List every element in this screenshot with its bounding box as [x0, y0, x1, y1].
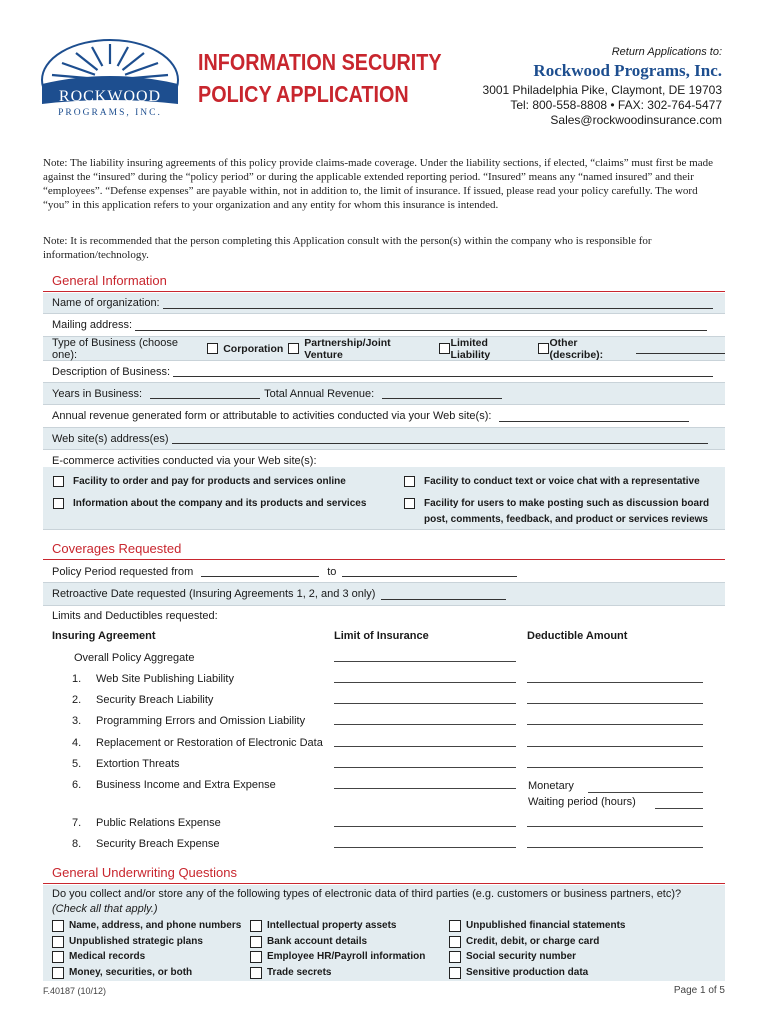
uw-checkbox[interactable] [449, 920, 461, 932]
uw-checkbox[interactable] [52, 936, 64, 948]
item-label: Replacement or Restoration of Electronic Data [96, 737, 323, 749]
description-label: Description of Business: [52, 365, 170, 378]
limit-field[interactable] [334, 746, 516, 747]
web-address-row [43, 428, 725, 450]
company-phone: Tel: 800-558-8808 • FAX: 302-764-5477 [510, 98, 722, 112]
uw-label: Sensitive production data [466, 967, 589, 978]
business-type-label: Type of Business (choose one): [52, 336, 178, 361]
limits-label-row [43, 606, 725, 626]
business-type-row [43, 337, 725, 361]
description-field[interactable] [173, 366, 713, 377]
limit-row-5 [43, 755, 725, 776]
uw-label: Credit, debit, or charge card [466, 936, 600, 947]
item-number: 4. [72, 737, 82, 749]
section-heading: Coverages Requested [52, 541, 182, 556]
rockwood-logo [40, 38, 180, 120]
company-email[interactable]: Sales@rockwoodinsurance.com [550, 113, 722, 127]
limit-field[interactable] [334, 847, 516, 848]
limit-row-7 [43, 814, 725, 835]
policy-period-row [43, 561, 725, 583]
item-number: 1. [72, 673, 82, 685]
uw-option [250, 949, 425, 964]
ec-posting-line-1: Facility for users to make posting such as discussion board [424, 498, 710, 509]
org-name-field[interactable] [163, 298, 713, 309]
limited-liability-label: Limited Liability [450, 336, 491, 361]
uw-option [449, 965, 588, 980]
org-name-row [43, 293, 725, 314]
limit-row-8 [43, 835, 725, 856]
logo-subtitle: PROGRAMS, INC. [58, 108, 162, 118]
partnership-checkbox[interactable] [288, 343, 299, 354]
deductible-field[interactable] [527, 847, 703, 848]
ec-posting-option [404, 496, 709, 528]
underwriting-question: Do you collect and/or store any of the following types of electronic data of third parties (e.g. customers or business partners, etc)? [52, 888, 682, 900]
company-address: 3001 Philadelphia Pike, Claymont, DE 19703 [482, 83, 722, 97]
ec-posting-line-2: post, comments, feedback, and product or services reviews [424, 514, 708, 525]
claims-made-note: Note: The liability insuring agreements of this policy provide claims-made coverage. Under the liability sections, if elected, “claims” must first be made against the “insured” during the “policy period” or during the applicable extended reporting period. “Insured” means any “named insured” and their “employees”. “Defense expenses” are payable within, not in addition to, the limit of insurance. If issued, please read your policy carefully. The word “you” in this application refers to your organization and any entity for whom this insurance is intended. [43, 157, 713, 211]
web-revenue-row [43, 405, 725, 428]
company-name: Rockwood Programs, Inc. [533, 61, 722, 80]
uw-label: Unpublished financial statements [466, 920, 626, 931]
years-field[interactable] [150, 388, 260, 399]
aggregate-label: Overall Policy Aggregate [74, 652, 195, 664]
web-revenue-label: Annual revenue generated form or attributable to activities conducted via your Web site(s): [52, 410, 492, 422]
item-number: 7. [72, 817, 82, 829]
title-line-2: POLICY APPLICATION [198, 81, 409, 107]
other-describe-field[interactable] [636, 343, 725, 354]
retro-date-row [43, 583, 725, 606]
section-heading: General Underwriting Questions [52, 865, 237, 880]
ec-company-info-label: Information about the company and its products and services [73, 498, 367, 509]
uw-checkbox[interactable] [250, 920, 262, 932]
deductible-field[interactable] [527, 767, 703, 768]
other-checkbox[interactable] [538, 343, 549, 354]
ec-order-pay-label: Facility to order and pay for products and services online [73, 476, 346, 487]
uw-option [52, 965, 192, 980]
corporation-checkbox[interactable] [207, 343, 218, 354]
limit-row-3 [43, 712, 725, 733]
item-label: Public Relations Expense [96, 817, 221, 829]
waiting-period-label: Waiting period (hours) [528, 796, 636, 808]
item-label: Programming Errors and Omission Liability [96, 715, 306, 727]
aggregate-limit-field[interactable] [334, 661, 516, 662]
deductible-field[interactable] [527, 682, 703, 683]
logo-wordmark: ROCKWOOD [58, 88, 162, 105]
period-to-label: to [327, 565, 337, 578]
uw-label: Medical records [69, 951, 146, 962]
years-revenue-row [43, 383, 725, 405]
monetary-field[interactable] [588, 792, 703, 793]
item-label: Business Income and Extra Expense [96, 779, 276, 791]
other-label: Other (describe): [549, 336, 604, 361]
uw-label: Unpublished strategic plans [69, 936, 203, 947]
col-deductible-amount: Deductible Amount [527, 630, 628, 642]
revenue-field[interactable] [382, 388, 502, 399]
limit-field[interactable] [334, 767, 516, 768]
uw-checkbox[interactable] [52, 920, 64, 932]
col-insuring-agreement: Insuring Agreement [52, 630, 156, 642]
ec-posting-checkbox[interactable] [404, 498, 415, 509]
return-label: Return Applications to: [611, 46, 722, 58]
limit-field[interactable] [334, 724, 516, 725]
mailing-label: Mailing address: [52, 319, 133, 331]
col-limit-of-insurance: Limit of Insurance [334, 630, 429, 642]
limit-field[interactable] [334, 703, 516, 704]
document-title [198, 46, 447, 110]
uw-option [449, 918, 625, 933]
uw-checkbox[interactable] [250, 936, 262, 948]
ec-chat-checkbox[interactable] [404, 476, 415, 487]
deductible-field[interactable] [527, 703, 703, 704]
retro-date-field[interactable] [381, 589, 506, 600]
ec-chat-label: Facility to conduct text or voice chat with a representative [424, 476, 700, 487]
uw-label: Intellectual property assets [267, 920, 397, 931]
limit-row-4 [43, 734, 725, 755]
limit-field[interactable] [334, 788, 516, 789]
item-number: 5. [72, 758, 82, 770]
section-heading: General Information [52, 273, 167, 288]
item-label: Extortion Threats [96, 758, 180, 770]
org-name-label: Name of organization: [52, 297, 160, 309]
web-revenue-field[interactable] [499, 411, 689, 422]
uw-option [449, 934, 599, 949]
mailing-row [43, 314, 725, 337]
limit-row-1 [43, 670, 725, 691]
uw-option [52, 949, 145, 964]
web-address-label: Web site(s) address(es) [52, 432, 169, 445]
form-id: F.40187 (10/12) [43, 986, 107, 996]
partnership-label: Partnership/Joint Venture [304, 336, 391, 361]
years-label: Years in Business: [52, 387, 143, 400]
item-label: Web Site Publishing Liability [96, 673, 234, 685]
uw-checkbox[interactable] [52, 967, 64, 979]
uw-checkbox[interactable] [449, 967, 461, 979]
item-number: 2. [72, 694, 82, 706]
item-number: 6. [72, 779, 82, 791]
mailing-field[interactable] [135, 320, 707, 331]
deductible-field[interactable] [527, 746, 703, 747]
uw-option [250, 965, 332, 980]
waiting-period-field[interactable] [655, 808, 703, 809]
ecommerce-label: E-commerce activities conducted via your Web site(s): [52, 455, 317, 467]
item-number: 3. [72, 715, 82, 727]
uw-option [52, 918, 241, 933]
uw-option [449, 949, 576, 964]
deductible-field[interactable] [527, 826, 703, 827]
consult-note: Note: It is recommended that the person completing this Application consult with the person(s) within the company who is responsible for information/technology. [43, 235, 652, 261]
retro-date-label: Retroactive Date requested (Insuring Agreements 1, 2, and 3 only) [52, 588, 376, 600]
corporation-label: Corporation [223, 342, 284, 355]
limit-row-aggregate [43, 649, 725, 670]
uw-label: Name, address, and phone numbers [69, 920, 242, 931]
limit-row-2 [43, 691, 725, 712]
uw-checkbox[interactable] [52, 951, 64, 963]
uw-label: Employee HR/Payroll information [267, 951, 426, 962]
ec-chat-option [404, 474, 700, 490]
period-from-label: Policy Period requested from [52, 565, 194, 578]
limit-field[interactable] [334, 826, 516, 827]
uw-label: Money, securities, or both [69, 967, 193, 978]
limits-label: Limits and Deductibles requested: [52, 610, 218, 622]
ec-posting-label [424, 496, 709, 528]
ec-order-pay-checkbox[interactable] [53, 476, 64, 487]
description-row [43, 361, 725, 383]
uw-checkbox[interactable] [449, 951, 461, 963]
ec-company-info-option [53, 496, 366, 512]
limit-field[interactable] [334, 682, 516, 683]
title-line-1: INFORMATION SECURITY [198, 49, 442, 75]
uw-option [250, 918, 397, 933]
section-coverages-requested [43, 540, 725, 560]
ec-company-info-checkbox[interactable] [53, 498, 64, 509]
web-address-field[interactable] [172, 433, 708, 444]
item-number: 8. [72, 838, 82, 850]
return-address [422, 45, 722, 128]
page-number: Page 1 of 5 [673, 985, 725, 996]
monetary-label: Monetary [528, 780, 574, 792]
uw-checkbox[interactable] [449, 936, 461, 948]
revenue-label: Total Annual Revenue: [264, 387, 375, 400]
uw-label: Social security number [466, 951, 577, 962]
deductible-field[interactable] [527, 724, 703, 725]
uw-checkbox[interactable] [250, 967, 262, 979]
uw-checkbox[interactable] [250, 951, 262, 963]
uw-option [52, 934, 203, 949]
uw-label: Bank account details [267, 936, 368, 947]
check-all-instruction: (Check all that apply.) [52, 903, 158, 915]
uw-option [250, 934, 367, 949]
ec-order-pay-option [53, 474, 346, 490]
uw-label: Trade secrets [267, 967, 332, 978]
item-label: Security Breach Expense [96, 838, 220, 850]
section-underwriting-questions [43, 864, 725, 884]
limit-row-6 [43, 776, 725, 814]
limited-liability-checkbox[interactable] [439, 343, 450, 354]
period-from-field[interactable] [201, 566, 319, 577]
item-label: Security Breach Liability [96, 694, 214, 706]
section-general-information [43, 272, 725, 292]
period-to-field[interactable] [342, 566, 517, 577]
